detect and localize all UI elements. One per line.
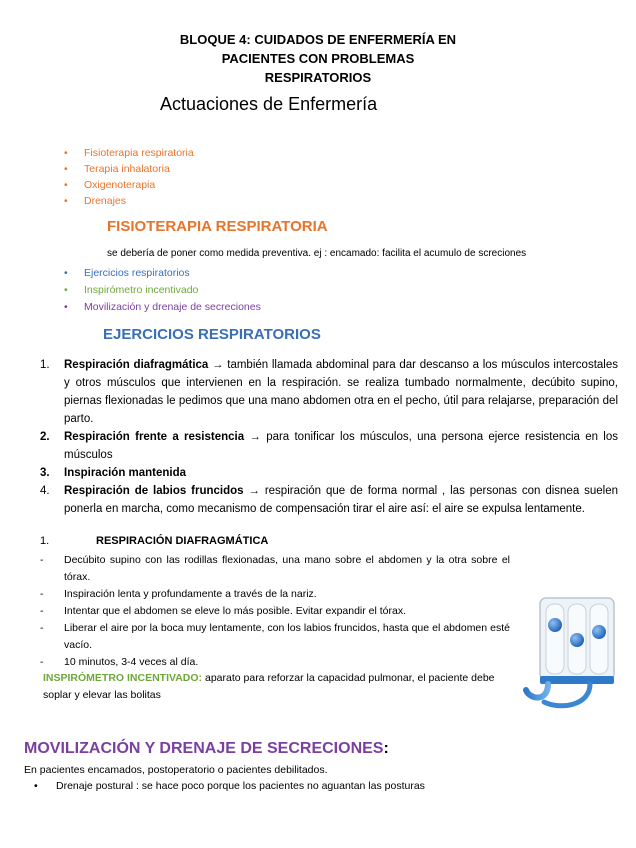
list-item: - Decúbito supino con las rodillas flexionadas, una mano sobre el abdomen y la otra sobre el tórax. xyxy=(40,554,510,583)
list-item: 4. Respiración de labios fruncidos → respiración que de forma normal , las personas con disnea suelen ponerla en marcha, como mecanismo de compensación tirar el aire así: el aire se expulsa lentamente. xyxy=(40,485,619,515)
list-item: - Inspiración lenta y profundamente a través de la nariz. xyxy=(40,588,317,600)
heading-movilizacion: MOVILIZACIÓN Y DRENAJE DE SECRECIONES: xyxy=(24,740,389,757)
heading-ejercicios: EJERCICIOS RESPIRATORIOS xyxy=(103,326,321,343)
diafragmatica-steps xyxy=(40,552,510,671)
list-item: 2. Respiración frente a resistencia → para tonificar los músculos, una persona ejerce resistencia en los músculos xyxy=(40,431,618,461)
heading-fisioterapia: FISIOTERAPIA RESPIRATORIA xyxy=(107,218,328,235)
bullet-icon: • xyxy=(64,301,68,313)
fisioterapia-list xyxy=(64,265,261,316)
bullet-icon: • xyxy=(64,284,68,296)
drenaje-bullet: • Drenaje postural : se hace poco porque los pacientes no aguantan las posturas xyxy=(34,780,425,792)
topics-list xyxy=(64,145,194,209)
list-item: - 10 minutos, 3-4 veces al día. xyxy=(40,656,199,668)
list-item: • Fisioterapia respiratoria xyxy=(64,147,194,159)
list-item: • Inspirómetro incentivado xyxy=(64,282,261,299)
list-item: - Intentar que el abdomen se eleve lo más posible. Evitar expandir el tórax. xyxy=(40,605,407,617)
bullet-icon: • xyxy=(64,163,68,175)
list-item: • Drenajes xyxy=(64,195,127,207)
list-item: • Movilización y drenaje de secreciones xyxy=(64,299,261,316)
bullet-icon: • xyxy=(34,780,38,792)
list-item: 3. Inspiración mantenida xyxy=(40,467,187,479)
bullet-icon: • xyxy=(64,147,68,159)
bullet-icon: • xyxy=(64,267,68,279)
bullet-icon: • xyxy=(64,179,68,191)
title-line: PACIENTES CON PROBLEMAS xyxy=(221,51,415,66)
bullet-icon: • xyxy=(64,195,68,207)
heading-diafragmatica: RESPIRACIÓN DIAFRAGMÁTICA xyxy=(96,535,269,547)
fisioterapia-note: se debería de poner como medida preventiva. ej : encamado: facilita el acumulo de screciones xyxy=(107,248,527,259)
list-item: 1. Respiración diafragmática → también llamada abdominal para dar descanso a los músculos intercostales y otros músculos que intervienen en la respiración. se realiza tumbado normalmente, decúbito supino, piernas flexionadas le pedimos que una mano abdomen otra en el pecho, útil para relajarse, preparación del parto. xyxy=(40,359,618,425)
incentive-spirometer-image xyxy=(520,590,620,714)
inspirometro-label: INSPIRÓMETRO INCENTIVADO: xyxy=(43,672,203,684)
title-line: BLOQUE 4: CUIDADOS DE ENFERMERÍA EN xyxy=(179,32,457,47)
list-item: - Liberar el aire por la boca muy lentamente, con los labios fruncidos, hasta que el abdomen esté vacío. xyxy=(40,622,510,651)
title-line: RESPIRATORIOS xyxy=(264,70,372,85)
inspirometro-paragraph: INSPIRÓMETRO INCENTIVADO: aparato para reforzar la capacidad pulmonar, el paciente debe soplar y elevar las bolitas xyxy=(43,672,495,701)
document-title xyxy=(0,30,636,87)
movilizacion-text: En pacientes encamados, postoperatorio o pacientes debilitados. xyxy=(24,764,328,776)
section-subtitle: Actuaciones de Enfermería xyxy=(160,94,378,114)
ejercicios-list xyxy=(40,356,618,518)
list-item: • Ejercicios respiratorios xyxy=(64,265,261,282)
list-item: • Terapia inhalatoria xyxy=(64,163,170,175)
diafragmatica-heading-row: 1. RESPIRACIÓN DIAFRAGMÁTICA xyxy=(40,535,269,547)
list-item: • Oxigenoterapia xyxy=(64,179,156,191)
